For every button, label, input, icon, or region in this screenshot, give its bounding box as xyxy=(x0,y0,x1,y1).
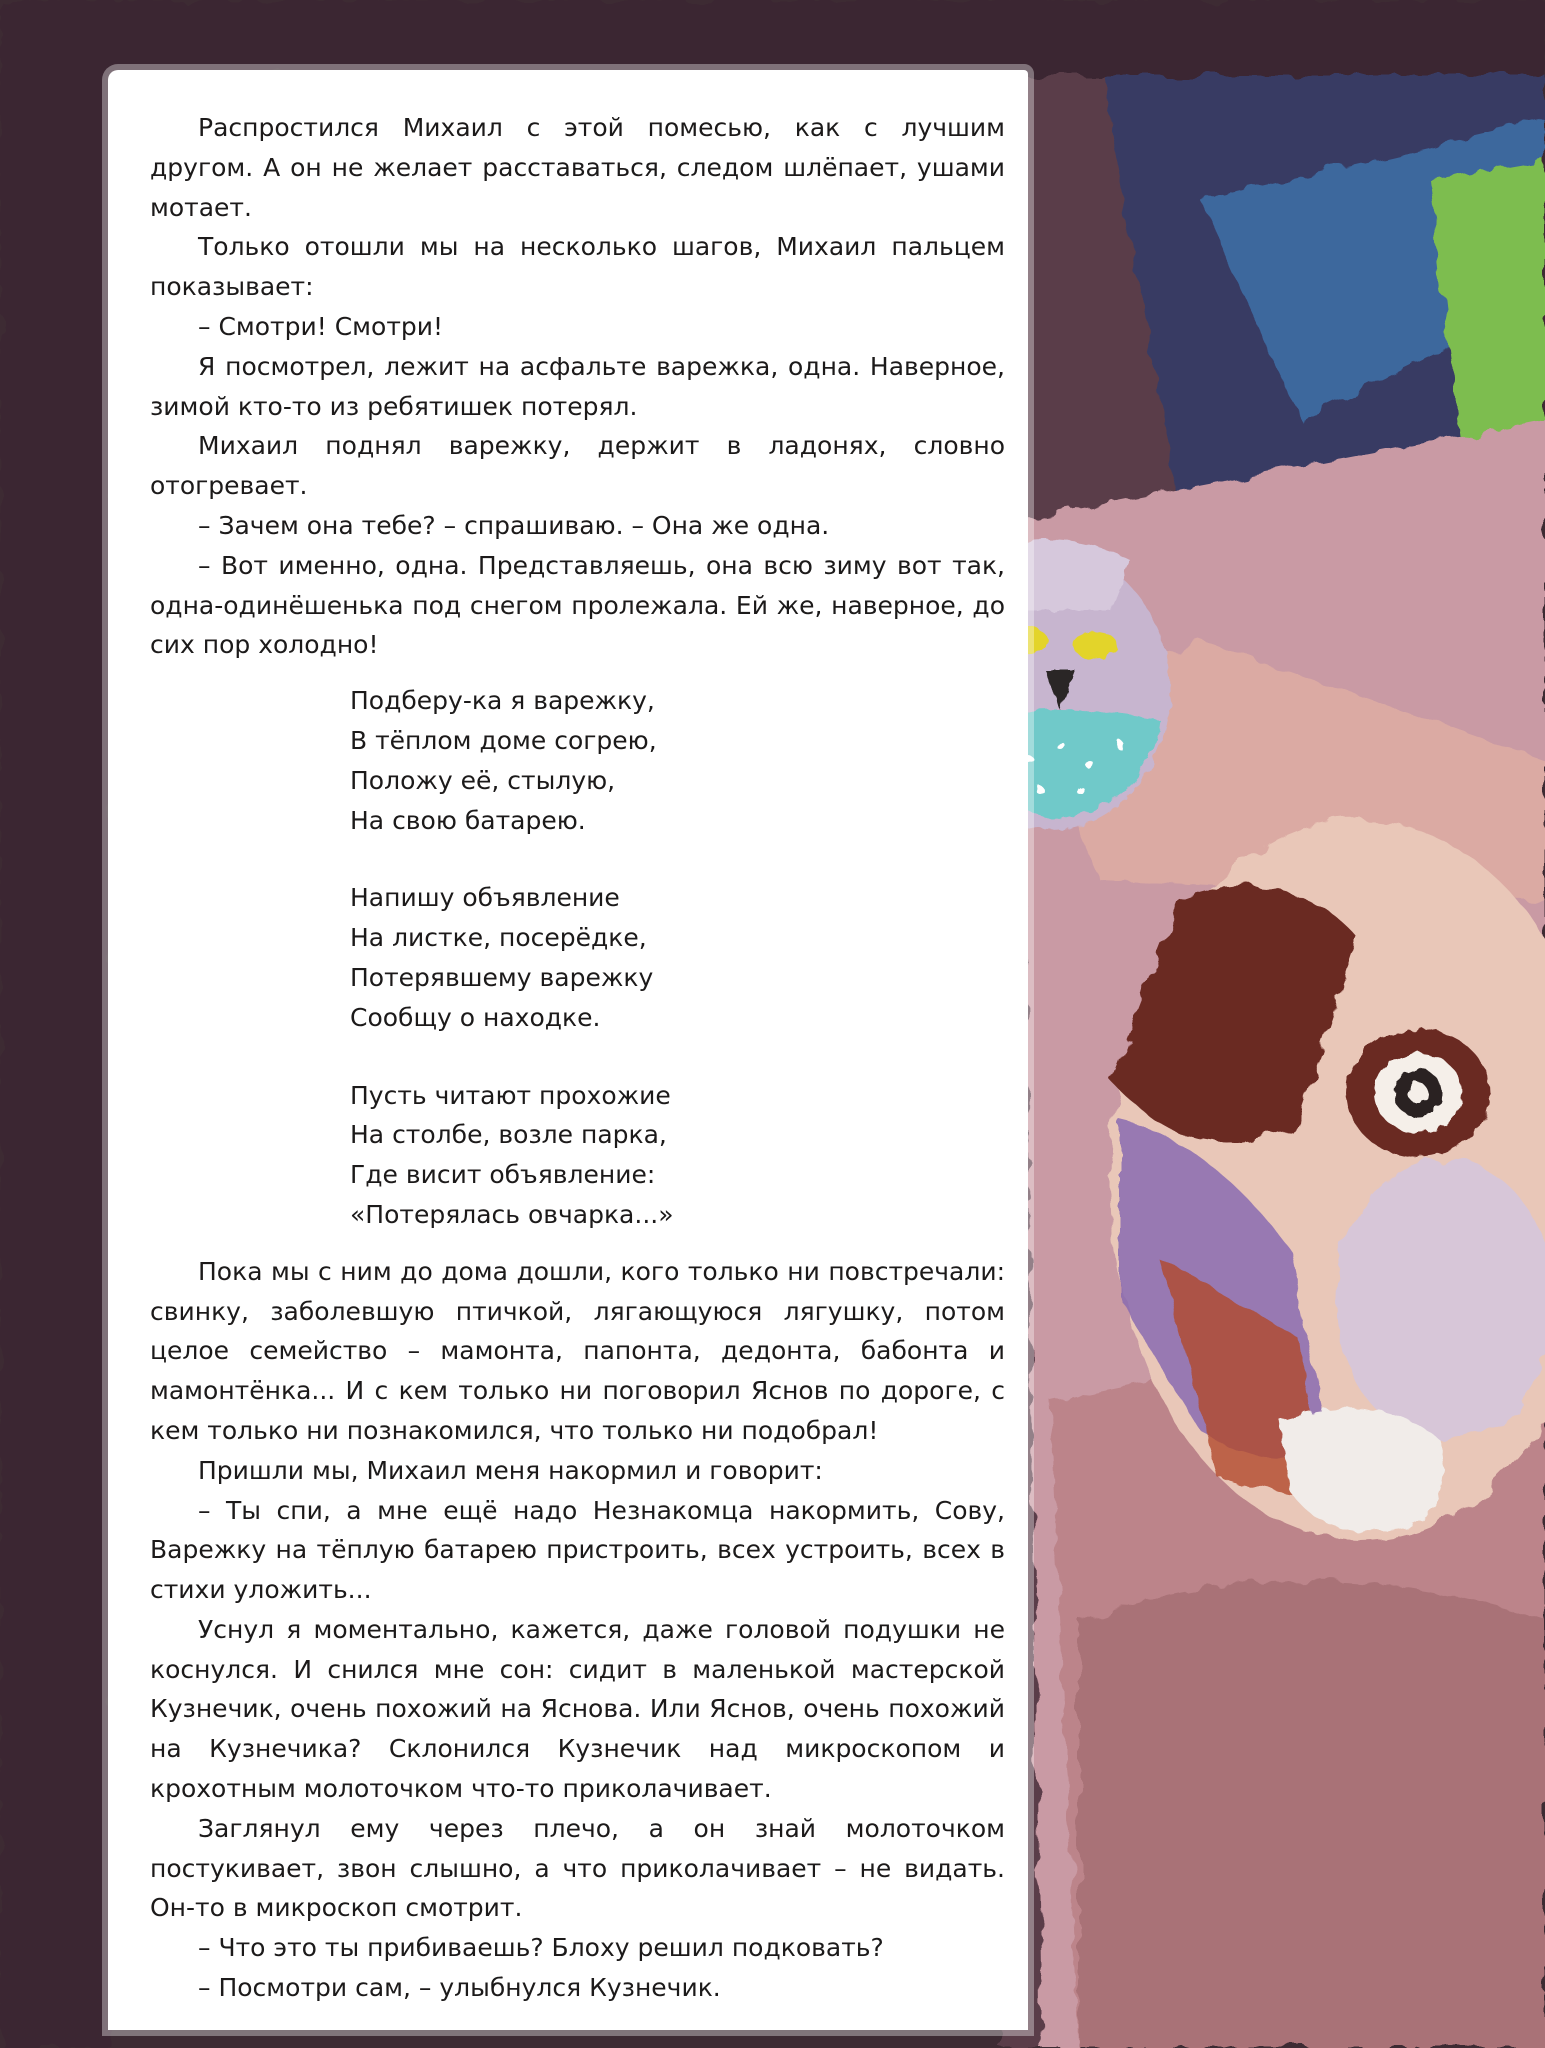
paragraph: – Посмотри сам, – улыбнулся Кузнечик. xyxy=(198,1973,721,2003)
poem xyxy=(350,681,870,1235)
paragraph: Пришли мы, Михаил меня накормил и говорит: xyxy=(198,1455,823,1485)
paragraph: Уснул я моментально, кажется, даже головой подушки не коснулся. И снился мне сон: сидит в маленькой мастерской Кузнечик, очень похожий на Яснова. Или Яснов, очень похожий на Кузнечика? Склонился Кузнечик над микроскопом и крохотным молоточком что-то приколачивает. xyxy=(150,1614,1005,1804)
paragraph: – Зачем она тебе? – спрашиваю. – Она же одна. xyxy=(198,510,830,540)
poem-line: Положу её, стылую, xyxy=(350,765,616,795)
paragraph: – Что это ты прибиваешь? Блоху решил подковать? xyxy=(198,1933,884,1963)
poem-stanza xyxy=(350,1076,870,1235)
story-text xyxy=(150,108,1005,2008)
paragraph: Я посмотрел, лежит на асфальте варежка, одна. Наверное, зимой кто-то из ребятишек потерял. xyxy=(150,351,1005,421)
paragraph: Только отошли мы на несколько шагов, Михаил пальцем показывает: xyxy=(150,232,1005,302)
poem-stanza xyxy=(350,681,870,840)
paragraph: Заглянул ему через плечо, а он знай молоточком постукивает, звон слышно, а что приколачивает – не видать. Он-то в микроскоп смотрит. xyxy=(150,1813,1005,1923)
poem-line: Где висит объявление: xyxy=(350,1160,656,1190)
paragraph: Михаил поднял варежку, держит в ладонях, словно отогревает. xyxy=(150,431,1005,501)
paragraph: Пока мы с ним до дома дошли, кого только ни повстречали: свинку, заболевшую птичкой, лягающуюся лягушку, потом целое семейство – мамонта, папонта, дедонта, бабонта и мамонтёнка... И с кем только ни поговорил Яснов по дороге, с кем только ни познакомился, что только ни подобрал! xyxy=(150,1256,1005,1445)
poem-line: Напишу объявление xyxy=(350,883,620,913)
poem-line: В тёплом доме согрею, xyxy=(350,725,657,755)
poem-stanza xyxy=(350,878,870,1037)
poem-line: На свою батарею. xyxy=(350,805,586,835)
poem-line: Сообщу о находке. xyxy=(350,1002,601,1032)
poem-line: На листке, посерёдке, xyxy=(350,923,647,953)
poem-line: Пусть читают прохожие xyxy=(350,1080,671,1110)
paragraph: – Ты спи, а мне ещё надо Незнакомца накормить, Сову, Варежку на тёплую батарею пристроить, всех устроить, всех в стихи уложить... xyxy=(150,1495,1005,1605)
poem-line: Подберу-ка я варежку, xyxy=(350,686,655,716)
poem-line: «Потерялась овчарка...» xyxy=(350,1199,674,1229)
paragraph: – Смотри! Смотри! xyxy=(198,311,444,341)
poem-line: На столбе, возле парка, xyxy=(350,1120,667,1150)
paragraph: – Вот именно, одна. Представляешь, она всю зиму вот так, одна-одинёшенька под снегом пролежала. Ей же, наверное, до сих пор холодно! xyxy=(150,550,1005,660)
poem-line: Потерявшему варежку xyxy=(350,962,654,992)
paragraph: Распростился Михаил с этой помесью, как с лучшим другом. А он не желает расставаться, следом шлёпает, ушами мотает. xyxy=(150,113,1005,222)
